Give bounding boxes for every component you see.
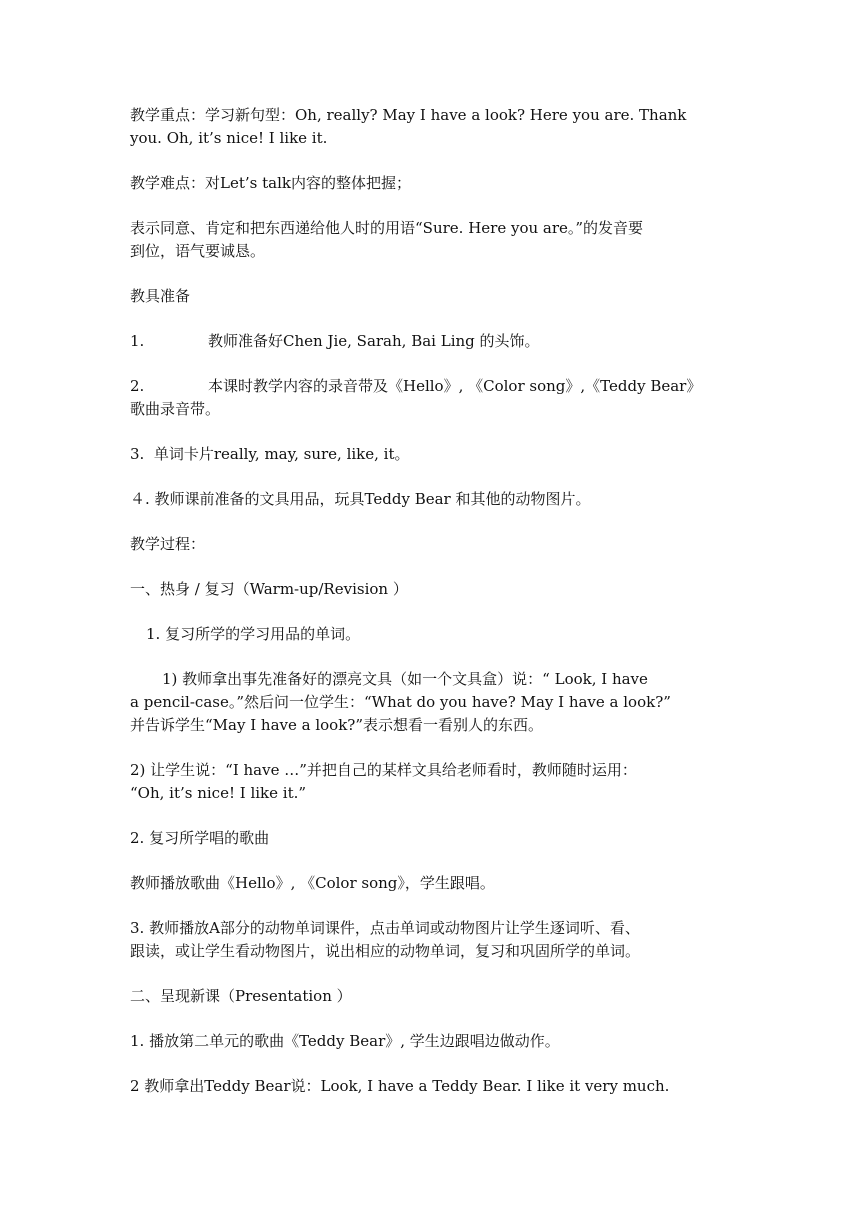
prep-item-1-number: 1. [130, 332, 145, 350]
section-2-item-2: 2 教师拿出Teddy Bear说：Look, I have a Teddy Bear. I like it very much. [130, 1077, 670, 1095]
prep-item-2 [130, 375, 732, 398]
process-heading: 教学过程： [130, 535, 206, 553]
document-body [130, 104, 732, 1098]
difficulty-line: 教学难点：对Let’s talk内容的整体把握； [130, 174, 411, 192]
section-1-sub-1-line-2: a pencil-case。”然后问一位学生：“What do you have? May I have a look?” [130, 693, 671, 711]
section-2-heading: 二、呈现新课（Presentation ） [130, 987, 352, 1005]
prep-item-3: 3. 单词卡片really, may, sure, like, it。 [130, 445, 410, 463]
section-1-item-2-text: 教师播放歌曲《Hello》, 《Color song》，学生跟唱。 [130, 874, 495, 892]
section-1-item-1: 1. 复习所学的学习用品的单词。 [146, 625, 361, 643]
prep-item-4: ４. 教师课前准备的文具用品，玩具Teddy Bear 和其他的动物图片。 [130, 490, 591, 508]
expression-line-1: 表示同意、肯定和把东西递给他人时的用语“Sure. Here you are。”的发音要 [130, 219, 644, 237]
prep-item-2-number: 2. [130, 377, 145, 395]
expression-line-2: 到位，语气要诚恳。 [130, 242, 266, 260]
prep-item-1-text: 教师准备好Chen Jie, Sarah, Bai Ling 的头饰。 [208, 332, 540, 350]
section-1-sub-2-line-1: 2) 让学生说：“I have …”并把自己的某样文具给老师看时，教师随时运用： [130, 761, 637, 779]
focus-line-2: you. Oh, it’s nice! I like it. [130, 129, 328, 147]
section-1-sub-1-line-3: 并告诉学生“May I have a look?”表示想看一看别人的东西。 [130, 716, 543, 734]
prep-item-1 [130, 330, 732, 353]
section-2-item-1: 1. 播放第二单元的歌曲《Teddy Bear》, 学生边跟唱边做动作。 [130, 1032, 560, 1050]
prep-item-2-continued: 歌曲录音带。 [130, 400, 221, 418]
section-1-heading: 一、热身 / 复习（Warm-up/Revision ） [130, 580, 408, 598]
section-1-item-3-line-2: 跟读，或让学生看动物图片，说出相应的动物单词，复习和巩固所学的单词。 [130, 942, 641, 960]
section-1-item-3-line-1: 3. 教师播放A部分的动物单词课件，点击单词或动物图片让学生逐词听、看、 [130, 919, 640, 937]
section-1-item-2: 2. 复习所学唱的歌曲 [130, 829, 270, 847]
focus-line-1: 教学重点：学习新句型：Oh, really? May I have a look? Here you are. Thank [130, 106, 687, 124]
section-1-sub-2-line-2: “Oh, it’s nice! I like it.” [130, 784, 307, 802]
section-1-sub-1-line-1: 1) 教师拿出事先准备好的漂亮文具（如一个文具盒）说：“ Look, I have [162, 670, 648, 688]
prep-heading: 教具准备 [130, 287, 191, 305]
prep-item-2-text: 本课时教学内容的录音带及《Hello》, 《Color song》,《Teddy Bear》 [208, 377, 702, 395]
